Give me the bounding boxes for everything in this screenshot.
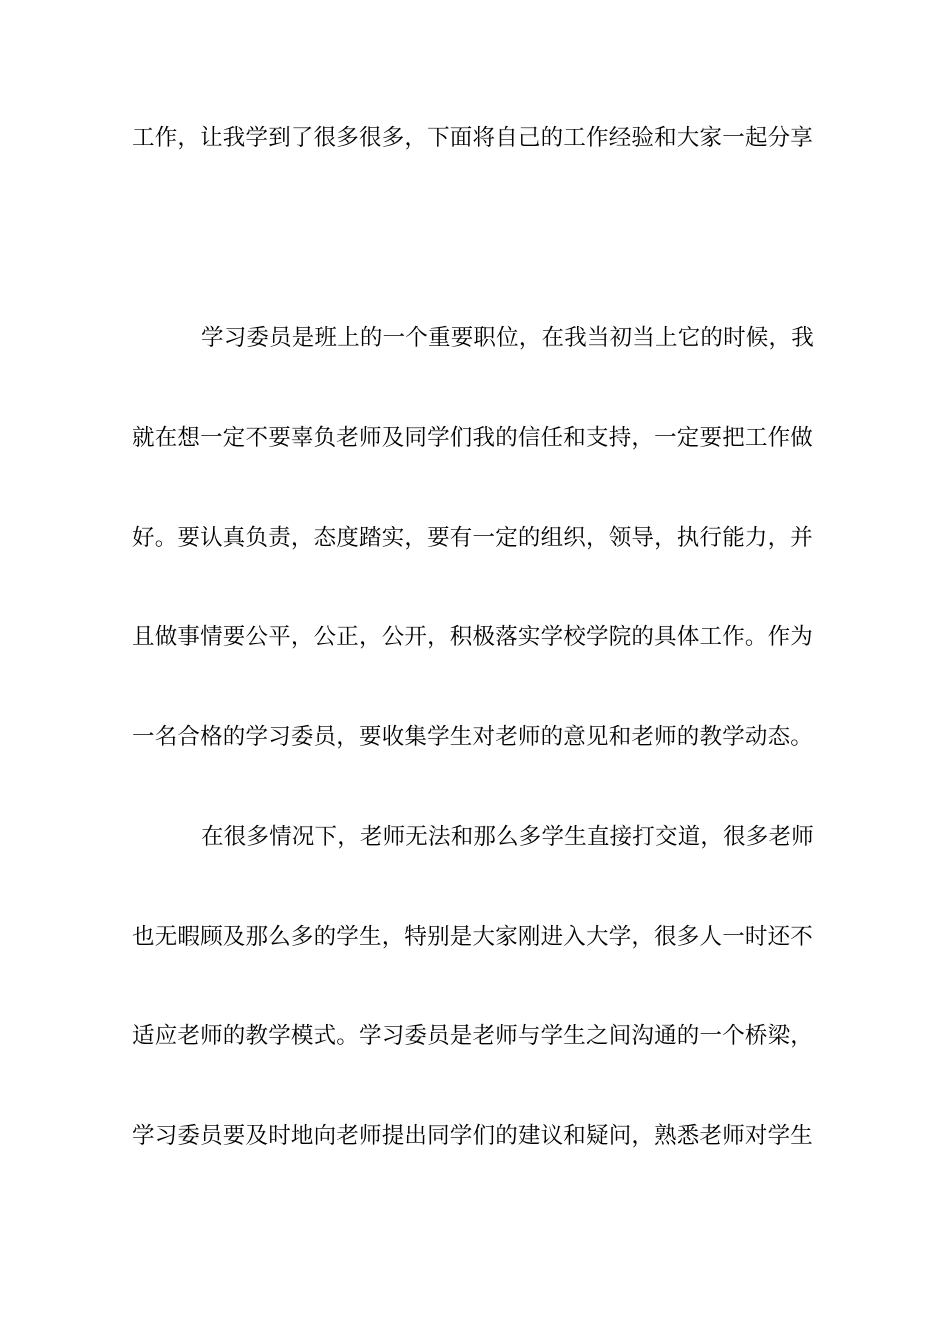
text-line-8: 也无暇顾及那么多的学生，特别是大家刚进入大学，很多人一时还不 [132,924,814,950]
text-line-1: 工作，让我学到了很多很多，下面将自己的工作经验和大家一起分享 [132,125,814,151]
text-line-10: 学习委员要及时地向老师提出同学们的建议和疑问，熟悉老师对学生 [132,1123,814,1149]
text-line-3: 就在想一定不要辜负老师及同学们我的信任和支持，一定要把工作做 [132,425,814,451]
text-line-7: 在很多情况下，老师无法和那么多学生直接打交道，很多老师 [201,824,814,850]
text-line-2: 学习委员是班上的一个重要职位，在我当初当上它的时候，我 [201,325,814,351]
text-line-6: 一名合格的学习委员，要收集学生对老师的意见和老师的教学动态。 [132,724,814,750]
text-line-5: 且做事情要公平，公正，公开，积极落实学校学院的具体工作。作为 [132,624,814,650]
text-line-9: 适应老师的教学模式。学习委员是老师与学生之间沟通的一个桥梁， [132,1023,814,1049]
text-line-4: 好。要认真负责，态度踏实，要有一定的组织，领导，执行能力，并 [132,525,814,551]
